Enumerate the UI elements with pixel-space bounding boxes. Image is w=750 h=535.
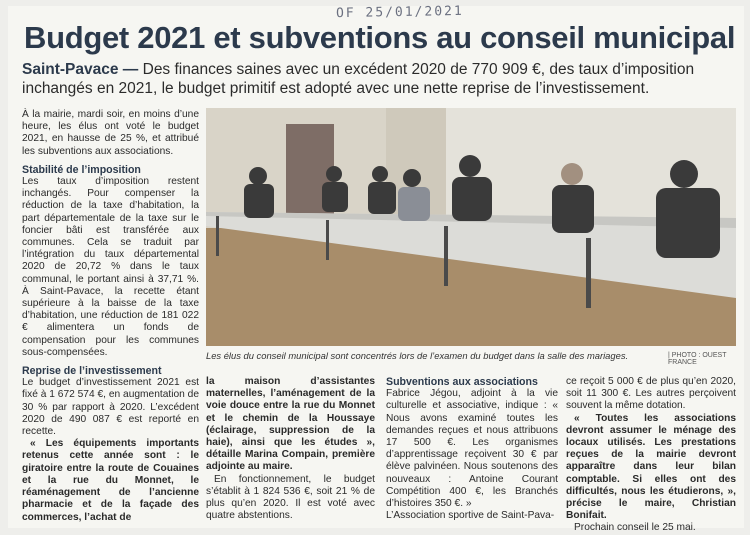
photo-caption: Les élus du conseil municipal sont concentrés lors de l’examen du budget dans la salle des mariages. (206, 350, 629, 361)
lead-text: Des finances saines avec un excédent 2020 de 770 909 €, des taux d’imposition inchangés en 2021, le budget primitif est adopté avec une nette reprise de l’investissement. (22, 61, 695, 97)
closing-line: Prochain conseil le 25 mai. (574, 522, 696, 534)
column-2 (206, 376, 375, 522)
paragraph: L’Association sportive de Saint-Pava- (386, 510, 555, 522)
headline: Budget 2021 et subventions au conseil municipal (24, 20, 736, 55)
handwritten-date: OF 25/01/2021 (335, 3, 464, 22)
paragraph: ce reçoit 5 000 € de plus qu’en 2020, soit 11 300 €. Les autres perçoivent souvent la même dotation. (566, 376, 736, 412)
quote-paragraph: « Toutes les associations devront assumer le ménage des locaux utilisés. Les prestations reçues de la mairie devront apparaître dans leur bilan comptable. Si elles ont des difficultés, nous les étudierons, », précise le maire, Christian Bonifait. (566, 412, 736, 522)
quote-continued: la maison d’assistantes maternelles, l’aménagement de la voie douce entre la rue du Monnet et le chemin de la Houssaye (éclairage, suppression de la haie), ainsi que les études », détaille Marina Compain, première adjointe au maire. (206, 376, 375, 473)
column-4 (566, 376, 736, 535)
quote-paragraph: « Les équipements importants retenus cette année sont : le giratoire entre la route de Couaines et la rue du Monnet, le réaménagement de l’ancienne pharmacie et de la façade des commerces, l’achat de (22, 438, 199, 523)
photo-credit: | PHOTO : OUEST FRANCE (668, 352, 727, 366)
lead-place: Saint-Pavace — (22, 61, 139, 78)
paragraph: Les taux d’imposition restent inchangés. Pour compenser la réduction de la taxe d’habitation, la part départementale de la taxe sur le foncier bâti est transférée aux communes. Cela se traduit par l’intégration du taux départemental 2020 de 20,72 % dans le taux communal, le portant ainsi à 37,71 %. À Saint-Pavace, la recette étant supérieure à la baisse de la taxe d’habitation, une réduction de 181 022 € alimentera un fonds de compensation pour les communes sous-compensées. (22, 176, 199, 358)
paragraph: Fabrice Jégou, adjoint à la vie culturelle et associative, indique : « Nous avons examiné toutes les demandes reçues et nous attribuons 17 500 €. Les organismes d’apprentissage reçoivent 30 € par élève palvinéen. Nous soutenons des nouveaux : Antoine Courant Compétition 400 €, les Branchés d’histoires 350 €. » (386, 388, 558, 510)
council-photo (206, 108, 736, 346)
subheading-investissement: Reprise de l’investissement (22, 365, 162, 378)
lead-paragraph (22, 60, 722, 98)
column-3 (386, 376, 558, 522)
paragraph: En fonctionnement, le budget s’établit à 1 824 536 €, soit 21 % de plus qu’en 2020. Il est voté avec quatre abstentions. (206, 473, 375, 522)
paragraph: Le budget d’investissement 2021 est fixé à 1 672 574 €, en augmentation de 30 % par rapport à 2020. L’excédent 2020 de 490 087 € est reporté en recette. (22, 377, 199, 438)
column-1 (22, 109, 199, 524)
council-meeting-image (206, 108, 736, 346)
subheading-imposition: Stabilité de l’imposition (22, 163, 141, 176)
intro-paragraph: À la mairie, mardi soir, en moins d’une heure, les élus ont voté le budget 2021, en hausse de 25 %, et attribué les subventions aux associations. (22, 109, 199, 157)
subheading-subventions: Subventions aux associations (386, 376, 538, 388)
